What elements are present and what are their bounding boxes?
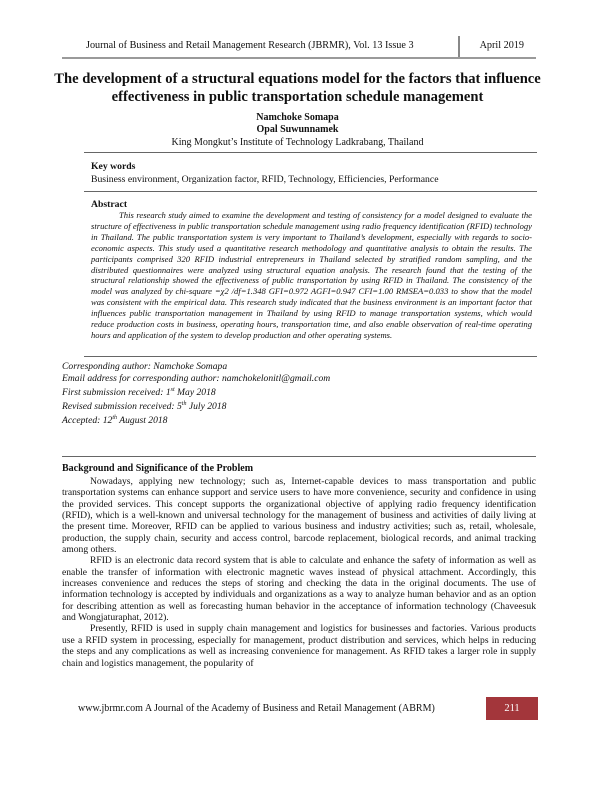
abstract-heading: Abstract xyxy=(91,199,128,210)
header-divider xyxy=(458,36,460,58)
accepted-date: Accepted: 12th August 2018 xyxy=(62,415,168,427)
revised-submission-date: Revised submission received: 5th July 2018 xyxy=(62,400,227,413)
issue-date: April 2019 xyxy=(479,40,524,51)
keywords-bottom-rule xyxy=(84,191,537,192)
keywords-top-rule xyxy=(84,152,537,153)
submission-info xyxy=(62,361,536,427)
abstract-text: This research study aimed to examine the development and testing of consistency for a model designed to evaluate the structure of effectiveness in public transportation schedule management using radio frequency identification (RFID) technology in Thailand. The public transportation system is very important to Thailand’s development, especially with regards to socio-economic aspects. This study used a quantitative research methodology and quantitative analysis to obtain the results. The participants comprised 320 RFID industrial entrepreneurs in Thailand selected by stratified random sampling, and the distributed questionnaires were analyzed using structural equation analysis. The research found that the testing of the structural relationship showed the effectiveness of public transportation by using RFID in Thailand. The consistency of the model was analyzed by chi-square =χ2 /df=1.348 GFI=0.972 AGFI=0.947 CFI=1.00 RMSEA=0.033 to show that the model was consistent with the empirical data. This research study indicated that the business environment is an important factor that influences public transportation management in Thailand by using RFID to manage transportation systems, which would reduce production costs in business, operating hours, transportation time, and also enable observation of real-time operating hours and application of the system to develop production and other operating systems. xyxy=(91,210,532,340)
body-text xyxy=(62,476,536,696)
meta-bottom-rule xyxy=(62,456,536,457)
body-paragraph: RFID is an electronic data record system that is able to calculate and enhance the safety of information as well as enable the transfer of information with electronic magnetic waves instead of physical attachment. Accordingly, this increases convenience and reduces the steps of storing and checking the data in the original documents. The use of information technology is accepted by individuals and organizations as a way to analyze human behavior and as an option for describing attention as well as forecasting human behavior in the acceptance of information technology (Chaveesuk and Wongjaturaphat, 2012). xyxy=(62,555,536,624)
author-name: Opal Suwunnamek xyxy=(256,124,339,136)
body-paragraph: Presently, RFID is used in supply chain management and logistics for businesses and factories. Various products use a RFID system in processing, especially for management, product distribution and services, which helps in reducing the steps and any complications as well as increasing convenience for management. As RFID takes a larger role in supply chain and logistics management, the popularity of xyxy=(62,623,536,669)
corresponding-author: Corresponding author: Namchoke Somapa xyxy=(62,361,228,372)
body-paragraph: Nowadays, applying new technology; such as, Internet-capable devices to mass transportation and public transportation systems can enhance support and service users to have more convenience, security and confidence in using the provided services. This concept supports the organizational objective of applying radio frequency identification (RFID), which is a well-known and universal technology for the management of business and activities of daily living at the present time. Moreover, RFID can be applied to various business and industry activities; such as, retail, wholesale, production, the supply chain, security and access control, barcode replacement, biological records, and animal tracking among others. xyxy=(62,476,536,556)
header-rule xyxy=(62,57,536,59)
keywords-heading: Key words xyxy=(91,161,136,172)
author-block xyxy=(40,112,555,149)
running-header xyxy=(62,38,536,56)
journal-name: Journal of Business and Retail Management Research (JBRMR), Vol. 13 Issue 3 xyxy=(86,40,414,51)
author-affiliation: King Mongkut’s Institute of Technology Ladkrabang, Thailand xyxy=(171,136,424,148)
page-number: 211 xyxy=(486,697,538,720)
footer-text: www.jbrmr.com A Journal of the Academy of Business and Retail Management (ABRM) xyxy=(78,703,435,714)
abstract-bottom-rule xyxy=(84,356,537,357)
keywords-text: Business environment, Organization factor, RFID, Technology, Efficiencies, Performance xyxy=(91,174,439,185)
author-name: Namchoke Somapa xyxy=(256,112,339,123)
first-submission-date: First submission received: 1st May 2018 xyxy=(62,386,216,398)
corresponding-email: Email address for corresponding author: namchokelonitl@gmail.com xyxy=(62,372,331,384)
paper-title: The development of a structural equations model for the factors that influence effectiveness in public transportation schedule management xyxy=(54,71,541,105)
section-heading: Background and Significance of the Problem xyxy=(62,463,254,474)
